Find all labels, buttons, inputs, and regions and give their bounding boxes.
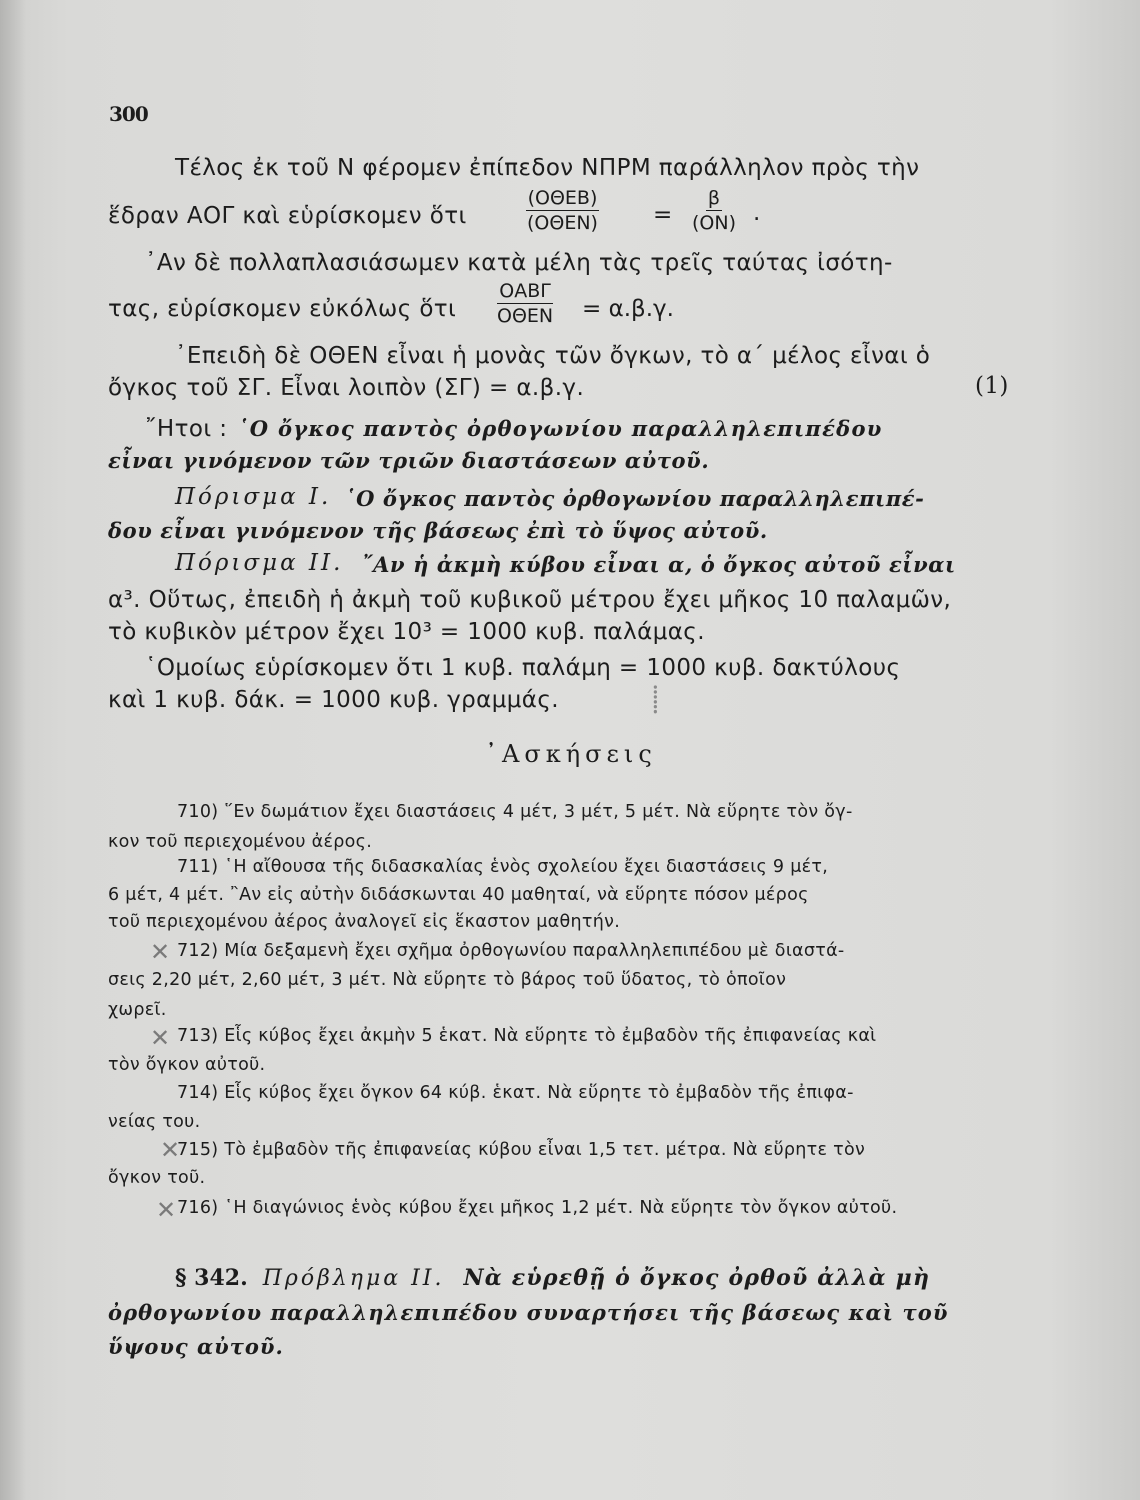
page-number: 300	[109, 102, 148, 126]
paragraph-line: ᾿Αν δὲ πολλαπλασιάσωμεν κατὰ μέλη τὰς τρεῖς ταύτας ἰσότη-	[145, 250, 893, 276]
section-title-line: ὕψους αὐτοῦ.	[108, 1334, 284, 1359]
corollary-line: ῾Ο ὄγκος παντὸς ὀρθογωνίου παραλληλεπιπέ-	[345, 486, 925, 511]
section-title-line: ὀρθογωνίου παραλληλεπιπέδου συναρτήσει τῆς βάσεως καὶ τοῦ	[108, 1300, 949, 1325]
exercise-line: νείας του.	[108, 1112, 201, 1132]
pencil-scribble-icon: ⸽	[652, 685, 659, 715]
paragraph-line: α³. Οὕτως, ἐπειδὴ ἡ ἀκμὴ τοῦ κυβικοῦ μέτρου ἔχει μῆκος 10 παλαμῶν,	[108, 587, 952, 613]
paragraph-line: ὄγκος τοῦ ΣΓ. Εἶναι λοιπὸν (ΣΓ) = α.β.γ.	[108, 375, 585, 401]
fraction-beta-over-on	[690, 186, 738, 235]
period: .	[753, 200, 761, 226]
equation-rhs: = α.β.γ.	[582, 296, 674, 322]
equals-sign: =	[653, 202, 673, 228]
section-342-line	[175, 1265, 930, 1291]
exercise-line: 713) Εἷς κύβος ἔχει ἀκμὴν 5 ἑκατ. Νὰ εὕρητε τὸ ἐμβαδὸν τῆς ἐπιφανείας καὶ	[177, 1026, 877, 1046]
pencil-x-mark-icon: ✕	[150, 938, 171, 966]
paragraph-lead: ῎Ητοι :	[145, 416, 228, 442]
section-number: § 342.	[175, 1265, 248, 1291]
paragraph-line: καὶ 1 κυβ. δάκ. = 1000 κυβ. γραμμάς.	[108, 687, 559, 713]
fraction-oabg-over-oben	[495, 279, 555, 328]
fraction-numerator: (ΟΘΕΒ)	[527, 187, 598, 209]
pencil-x-mark-icon: ✕	[150, 1024, 171, 1052]
corollary-label: Πόρισμα Ι.	[175, 484, 332, 510]
exercise-line: 714) Εἷς κύβος ἔχει ὄγκον 64 κύβ. ἑκατ. Νὰ εὕρητε τὸ ἐμβαδὸν τῆς ἐπιφα-	[177, 1083, 854, 1103]
page-gutter-shadow	[0, 0, 26, 1500]
paragraph-line: ῾Ομοίως εὑρίσκομεν ὅτι 1 κυβ. παλάμη = 1000 κυβ. δακτύλους	[145, 655, 901, 681]
pencil-x-mark-icon: ✕	[160, 1136, 181, 1164]
section-title: Νὰ εὑρεθῇ ὁ ὄγκος ὀρθοῦ ἀλλὰ μὴ	[463, 1265, 931, 1291]
exercise-line: 715) Τὸ ἐμβαδὸν τῆς ἐπιφανείας κύβου εἶναι 1,5 τετ. μέτρα. Νὰ εὕρητε τὸν	[177, 1140, 866, 1160]
exercise-line: χωρεῖ.	[108, 1000, 167, 1020]
exercise-line: ὄγκον τοῦ.	[108, 1168, 206, 1188]
exercise-line: τὸν ὄγκον αὐτοῦ.	[108, 1055, 266, 1075]
paragraph-line: ἕδραν ΑΟΓ καὶ εὑρίσκομεν ὅτι	[108, 203, 467, 229]
exercise-line: 716) ῾Η διαγώνιος ἑνὸς κύβου ἔχει μῆκος 1,2 μέτ. Νὰ εὕρητε τὸν ὄγκον αὐτοῦ.	[177, 1198, 898, 1218]
theorem-line: εἶναι γινόμενον τῶν τριῶν διαστάσεων αὐτοῦ.	[108, 448, 710, 473]
exercises-heading: ᾿Ασκήσεις	[485, 740, 657, 768]
fraction-denominator: (ΟΝ)	[692, 212, 736, 234]
fraction-numerator: β	[707, 187, 721, 209]
corollary-label: Πόρισμα ΙΙ.	[175, 550, 344, 576]
exercise-line: 6 μέτ, 4 μέτ. ῍Αν εἰς αὐτὴν διδάσκωνται 40 μαθηταί, νὰ εὕρητε πόσον μέρος	[108, 885, 809, 905]
paragraph-line: ᾿Επειδὴ δὲ ΟΘΕΝ εἶναι ἡ μονὰς τῶν ὄγκων, τὸ α΄ μέλος εἶναι ὁ	[175, 343, 931, 369]
paragraph-line: τὸ κυβικὸν μέτρον ἔχει 10³ = 1000 κυβ. παλάμας.	[108, 619, 705, 645]
theorem-line: ῾Ο ὄγκος παντὸς ὀρθογωνίου παραλληλεπιπέδου	[238, 416, 883, 441]
exercise-line: σεις 2,20 μέτ, 2,60 μέτ, 3 μέτ. Νὰ εὕρητε τὸ βάρος τοῦ ὕδατος, τὸ ὁποῖον	[108, 970, 787, 990]
paragraph-line: Τέλος ἐκ τοῦ Ν φέρομεν ἐπίπεδον ΝΠΡΜ παράλληλον πρὸς τὴν	[175, 155, 920, 181]
fraction-denominator: ΟΘΕΝ	[497, 305, 554, 327]
corollary-line: δου εἶναι γινόμενον τῆς βάσεως ἐπὶ τὸ ὕψος αὐτοῦ.	[108, 518, 768, 543]
equation-number: (1)	[975, 373, 1009, 399]
fraction-numerator: ΟΑΒΓ	[499, 280, 551, 302]
corollary-line: ῎Αν ἡ ἀκμὴ κύβου εἶναι α, ὁ ὄγκος αὐτοῦ εἶναι	[362, 552, 956, 577]
exercise-line: 711) ῾Η αἴθουσα τῆς διδασκαλίας ἑνὸς σχολείου ἔχει διαστάσεις 9 μέτ,	[177, 857, 829, 877]
paragraph-line: τας, εὑρίσκομεν εὐκόλως ὅτι	[108, 296, 457, 322]
exercise-line: 710) ῞Εν δωμάτιον ἔχει διαστάσεις 4 μέτ, 3 μέτ, 5 μέτ. Νὰ εὕρητε τὸν ὄγ-	[177, 802, 853, 822]
pencil-x-mark-icon: ✕	[156, 1196, 177, 1224]
exercise-line: τοῦ περιεχομένου ἀέρος ἀναλογεῖ εἰς ἕκαστον μαθητήν.	[108, 912, 621, 932]
exercise-line: κον τοῦ περιεχομένου ἀέρος.	[108, 832, 373, 852]
fraction-denominator: (ΟΘΕΝ)	[527, 212, 598, 234]
section-label: Πρόβλημα ΙΙ.	[262, 1266, 445, 1291]
fraction-obeb-over-oben	[525, 186, 600, 235]
exercise-line: 712) Μία δεξαμενὴ ἔχει σχῆμα ὀρθογωνίου παραλληλεπιπέδου μὲ διαστά-	[177, 941, 845, 961]
